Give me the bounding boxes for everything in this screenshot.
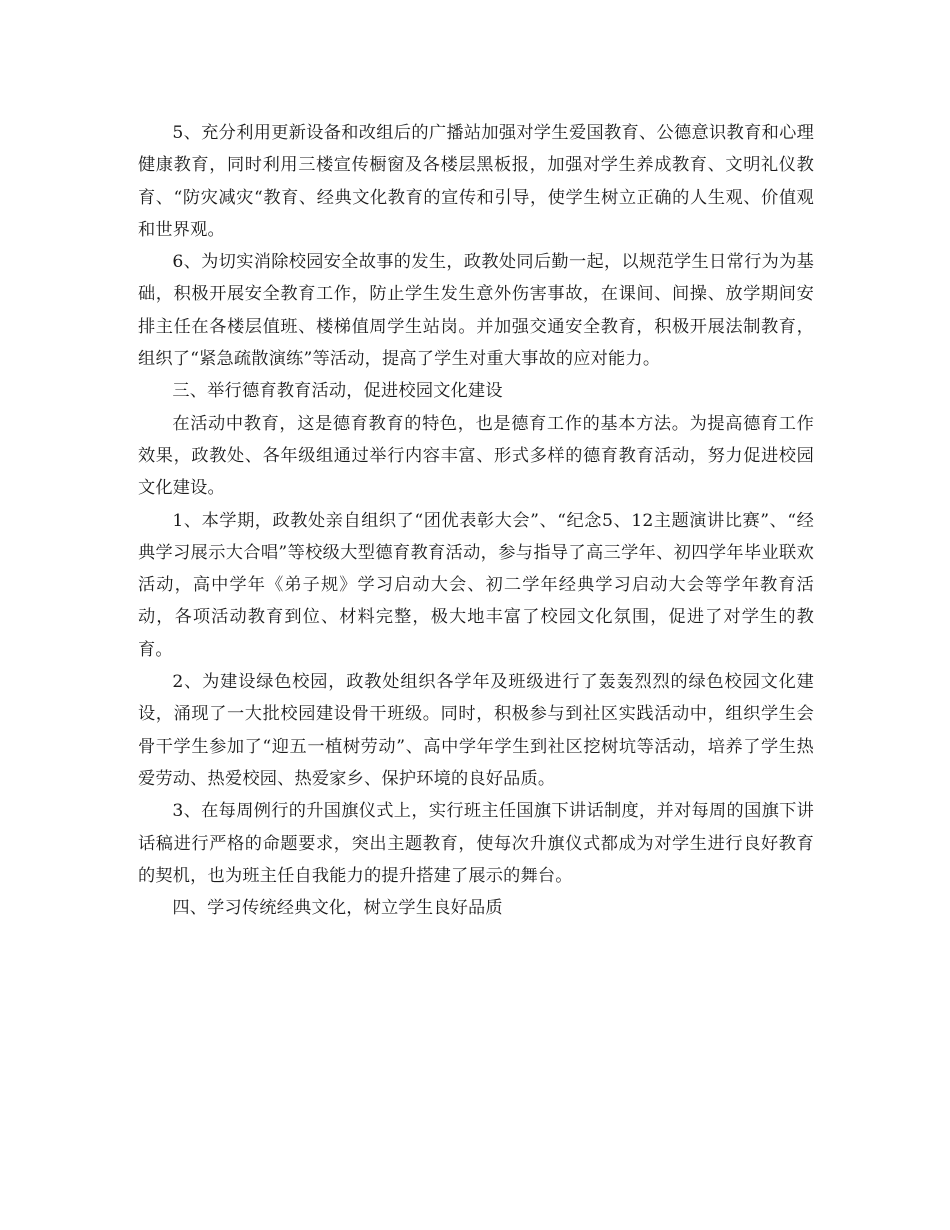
section-heading-3: 三、举行德育教育活动，促进校园文化建设 xyxy=(172,381,503,402)
paragraph-item-5: 5、充分利用更新设备和改组后的广播站加强对学生爱国教育、公德意识教育和心理健康教育，同时利用三楼宣传橱窗及各楼层黑板报，加强对学生养成教育、文明礼仪教育、“防灾减灾“教育、经典文化教育的宣传和引导，使学生树立正确的人生观、价值观和世界观。 xyxy=(138,123,814,240)
paragraph-item-6: 6、为切实消除校园安全故事的发生，政教处同后勤一起，以规范学生日常行为为基础，积极开展安全教育工作，防止学生发生意外伤害事故，在课间、间操、放学期间安排主任在各楼层值班、楼梯值周学生站岗。并加强交通安全教育，积极开展法制教育，组织了“紧急疏散演练”等活动，提高了学生对重大事故的应对能力。 xyxy=(138,252,814,370)
paragraph-intro: 在活动中教育，这是德育教育的特色，也是德育工作的基本方法。为提高德育工作效果，政教处、各年级组通过举行内容丰富、形式多样的德育教育活动，努力促进校园文化建设。 xyxy=(138,413,814,499)
paragraph-item-3: 3、在每周例行的升国旗仪式上，实行班主任国旗下讲话制度，并对每周的国旗下讲话稿进行严格的命题要求，突出主题教育，使每次升旗仪式都成为对学生进行良好教育的契机，也为班主任自我能力的提升搭建了展示的舞台。 xyxy=(138,801,814,886)
document-body xyxy=(138,117,814,924)
section-heading-4: 四、学习传统经典文化，树立学生良好品质 xyxy=(172,898,503,919)
paragraph-item-2: 2、为建设绿色校园，政教处组织各学年及班级进行了轰轰烈烈的绿色校园文化建设，涌现了一大批校园建设骨干班级。同时，积极参与到社区实践活动中，组织学生会骨干学生参加了“迎五一植树劳动”、高中学年学生到社区挖树坑等活动，培养了学生热爱劳动、热爱校园、热爱家乡、保护环境的良好品质。 xyxy=(138,672,814,789)
paragraph-item-1: 1、本学期，政教处亲自组织了“团优表彰大会”、“纪念5、12主题演讲比赛”、“经典学习展示大合唱”等校级大型德育教育活动，参与指导了高三学年、初四学年毕业联欢活动，高中学年《弟子规》学习启动大会、初二学年经典学习启动大会等学年教育活动，各项活动教育到位、材料完整，极大地丰富了校园文化氛围，促进了对学生的教育。 xyxy=(138,510,814,660)
